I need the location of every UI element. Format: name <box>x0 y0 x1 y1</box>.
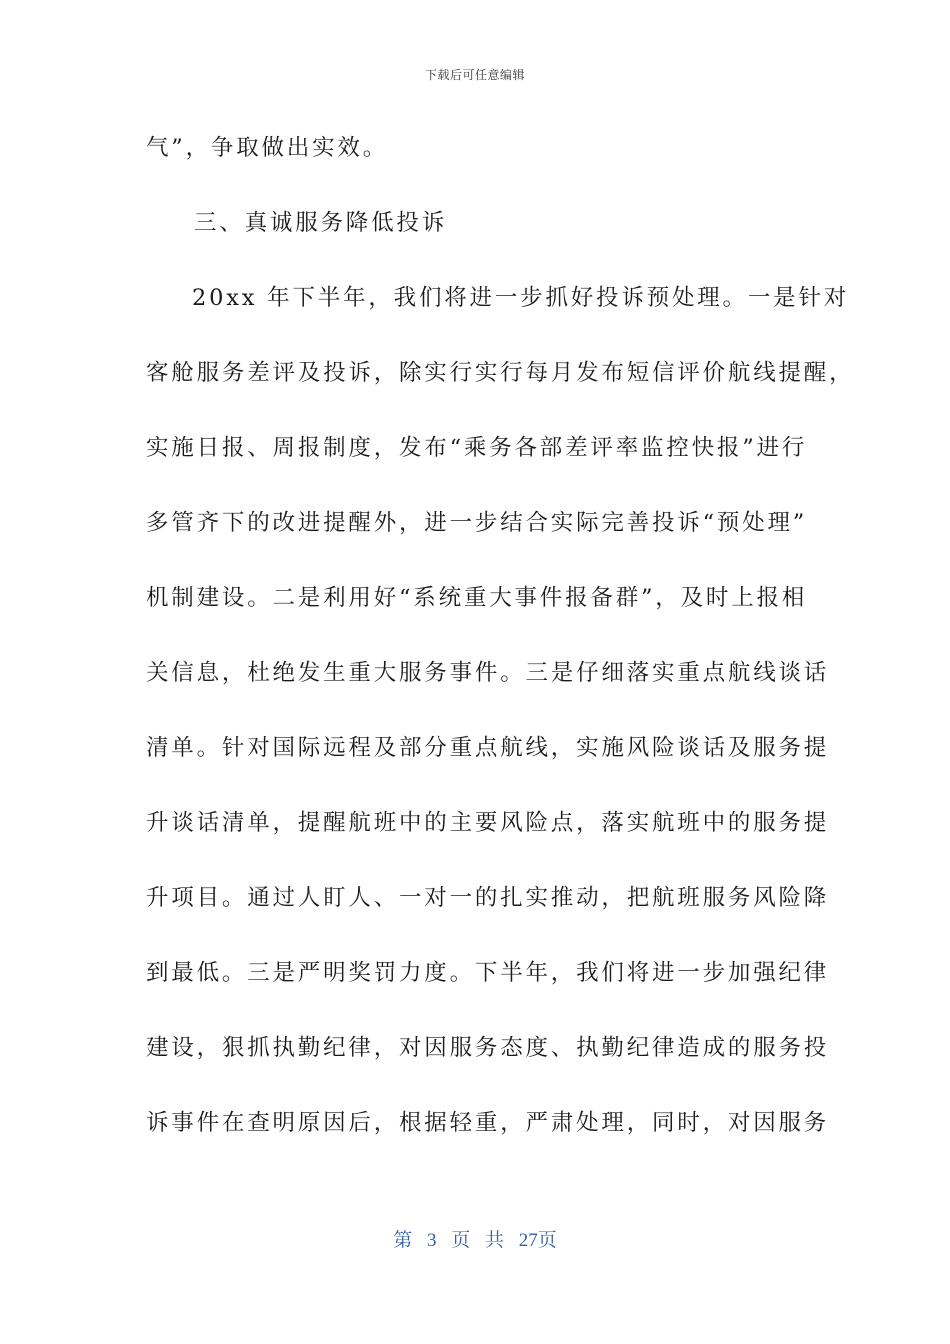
footer-label-gong: 共 <box>485 1230 505 1251</box>
text-line: 关信息，杜绝发生重大服务事件。三是仔细落实重点航线谈话 <box>146 660 830 686</box>
total-page-count: 27 <box>518 1230 538 1251</box>
document-body <box>146 128 855 1178</box>
text-line: 到最低。三是严明奖罚力度。下半年，我们将进一步加强纪律 <box>146 960 830 986</box>
text-line: 20xx 年下半年，我们将进一步抓好投诉预处理。一是针对 <box>192 285 850 311</box>
footer-label-ye: 页 <box>451 1230 471 1251</box>
section-heading: 三、真诚服务降低投诉 <box>194 210 448 236</box>
text-line: 升谈话清单，提醒航班中的主要风险点，落实航班中的服务提 <box>146 810 830 836</box>
footer-label-ye-2: 页 <box>537 1230 557 1251</box>
text-line: 诉事件在查明原因后，根据轻重，严肃处理，同时，对因服务 <box>146 1110 830 1136</box>
text-line: 清单。针对国际远程及部分重点航线，实施风险谈话及服务提 <box>146 735 830 761</box>
text-line: 多管齐下的改进提醒外，进一步结合实际完善投诉“预处理” <box>146 510 808 536</box>
current-page-number: 3 <box>426 1230 437 1251</box>
header-note: 下载后可任意编辑 <box>424 68 525 82</box>
text-line: 实施日报、周报制度，发布“乘务各部差评率监控快报”进行 <box>146 435 808 461</box>
footer-label-di: 第 <box>393 1230 413 1251</box>
text-line: 气”，争取做出实效。 <box>146 135 389 161</box>
page-number-footer <box>0 1225 950 1252</box>
text-line: 客舱服务差评及投诉，除实行实行每月发布短信评价航线提醒， <box>146 360 855 386</box>
text-line: 建设，狠抓执勤纪律，对因服务态度、执勤纪律造成的服务投 <box>146 1035 830 1061</box>
text-line: 升项目。通过人盯人、一对一的扎实推动，把航班服务风险降 <box>146 885 830 911</box>
text-line: 机制建设。二是利用好“系统重大事件报备群”，及时上报相 <box>146 585 808 611</box>
